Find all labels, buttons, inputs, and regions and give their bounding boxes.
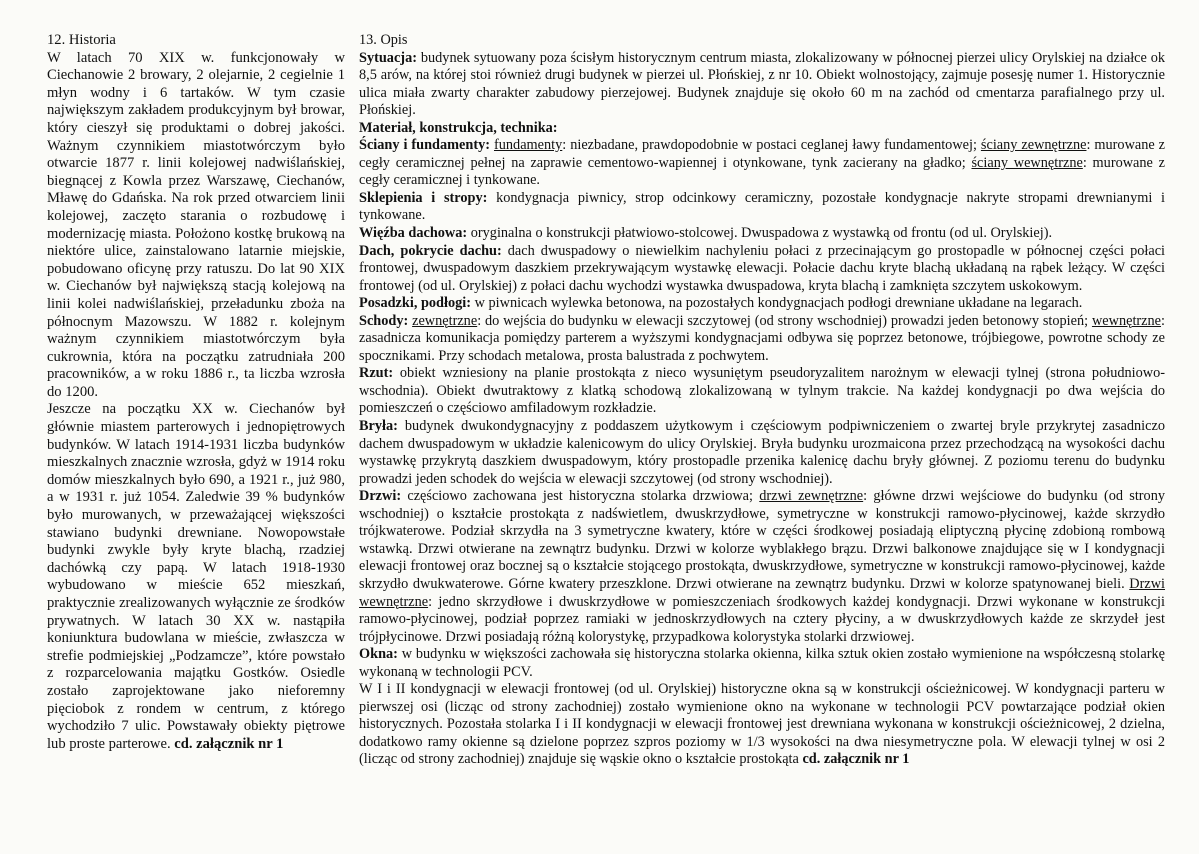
foundations-term: fundamenty: [493, 137, 563, 154]
windows-text: w budynku w większości zachowała się historyczna stolarka okienna, kilka sztuk okien zostało wymienione na współczesną stolarkę wykonaną w technologii PCV.: [359, 646, 1165, 680]
interior-walls-term: ściany wewnętrzne: [971, 154, 1083, 171]
floors-text: w piwnicach wylewka betonowa, na pozostałych kondygnacjach podłogi drewniane układane na legarach.: [474, 295, 1083, 312]
history-continuation-note: cd. załącznik nr 1: [174, 735, 284, 752]
plan-text: obiekt wzniesiony na planie prostokąta z nieco wysuniętym pseudoryzalitem narożnym w elewacji tylnej (strona południowo-wschodnia). Obiekt dwutraktowy z klatką schodową zlokalizowaną w tylnym trakcie. Na każdej kondygnacji po dwa wejścia do pomieszczeń o częściowo amfiladowym rozkładzie.: [359, 365, 1165, 417]
floors-paragraph: [359, 295, 1165, 313]
roof-paragraph: [359, 243, 1165, 296]
exterior-doors-text: : główne drzwi wejściowe do budynku (od strony wschodniej) o kształcie prostokąta z nadświetlem, dwuskrzydłowe, symetryczne w konstrukcji ramowo-płycinowej, każde skrzydło trójkwaterowe. Podział skrzydła na 3 symetryczne kwatery, które w części środkowej posiadają eliptyczną płycinę zdobioną rombową wstawką. Drzwi otwierane na zewnątrz budynku. Drzwi w kolorze wyblakłego brązu. Drzwi balkonowe znajdujące się w I kondygnacji elewacji frontowej oraz bocznej są o kształcie stojącego prostokąta, dwuskrzydłowe, symetryczne w konstrukcji ramowo-płycinowej, każde skrzydło dwukwaterowe. Górne kwatery przeszklone. Drzwi otwierane na zewnątrz budynku. Drzwi w kolorze spatynowanej bieli.: [359, 488, 1166, 592]
windows-paragraph-2: [359, 681, 1165, 769]
floors-label: Posadzki, podłogi:: [359, 295, 472, 312]
roof-truss-label: Więźba dachowa:: [359, 225, 468, 242]
walls-paragraph: [359, 137, 1165, 190]
stairs-exterior-text: : do wejścia do budynku w elewacji szczytowej (od strony wschodniej) prowadzi jeden betonowy stopień;: [477, 312, 1089, 329]
doors-label: Drzwi:: [359, 488, 402, 505]
material-heading: Materiał, konstrukcja, technika:: [359, 119, 558, 136]
roof-truss-paragraph: [359, 225, 1165, 243]
doors-paragraph: [359, 488, 1165, 646]
stairs-interior-text: : zasadnicza komunikacja pomiędzy parterem a wyższymi kondygnacjami odbywa się poprzez betonowe, trójbiegowe, powrotne schody ze spocznikami. Przy schodach metalowa, prosta balustrada z pochwytem.: [359, 312, 1165, 364]
history-paragraph-2: [47, 401, 345, 753]
massing-paragraph: [359, 418, 1165, 488]
stairs-exterior-term: zewnętrzne: [412, 312, 478, 329]
history-paragraph-1: W latach 70 XIX w. funkcjonowały w Ciechanowie 2 browary, 2 olejarnie, 2 cegielnie 1 młyn wodny i 6 tartaków. W tym czasie największym zakładem produkcyjnym był browar, który cieszył się produktami o dobrej jakości. Ważnym czynnikiem miastotwórczym było otwarcie 1877 r. linii kolejowej nadwiślańskiej, biegnącej z Kowla przez Warszawę, Ciechanów, Mławę do Gdańska. Na rok przed otwarciem linii kolejowej, zaczęto starania o rozbudowę i modernizację miasta. Położono kostkę brukową na niektóre ulice, zainstalowano latarnie miejskie, pobudowano oficynę przy ratuszu. Do lat 90 XIX w. Ciechanów był największą stacją kolejową na linii kolei nadwiślańskiej, przeładunku zboża na północnym Mazowszu. W 1882 r. kolejnym ważnym czynnikiem miastotwórczym była cukrownia, która na początku zatrudniała 200 pracowników, a w roku 1886 r., ta liczba wzrosła do 1200.: [47, 49, 345, 400]
plan-paragraph: [359, 365, 1165, 418]
massing-label: Bryła:: [359, 418, 398, 435]
situation-paragraph: [359, 50, 1165, 120]
exterior-walls-term: ściany zewnętrzne: [980, 137, 1087, 154]
doors-text-intro: częściowo zachowana jest historyczna stolarka drzwiowa;: [407, 488, 753, 505]
plan-label: Rzut:: [359, 365, 394, 382]
vaults-text: kondygnacja piwnicy, strop odcinkowy ceramiczny, pozostałe kondygnacje nakryte stropami drewnianymi i tynkowane.: [359, 189, 1165, 224]
situation-label: Sytuacja:: [359, 49, 417, 66]
roof-text: dach dwuspadowy o niewielkim nachyleniu połaci z przecinającym go prostopadle w północnej części połaci frontowej, dwuspadowym daszkiem przekrywającym wystawkę elewacji. Połacie dachu kryte blachą układaną na rąbek leżący. W części frontowej (od ul. Orylskiej) z połaci dachu wychodzi wystawka dwuspadowa, kryta blachą i zamknięta szczytem uskokowym.: [359, 242, 1166, 294]
foundations-text: : niezbadane, prawdopodobnie w postaci ceglanej ławy fundamentowej;: [562, 137, 977, 154]
history-heading: 12. Historia: [47, 32, 116, 48]
roof-truss-text: oryginalna o konstrukcji płatwiowo-stolcowej. Dwuspadowa z wystawką od frontu (od ul. Orylskiej).: [470, 225, 1053, 242]
history-section: [47, 32, 345, 753]
vaults-paragraph: [359, 190, 1165, 225]
exterior-doors-term: drzwi zewnętrzne: [759, 488, 864, 505]
history-paragraph-2-text: Jeszcze na początku XX w. Ciechanów był głównie miastem parterowych i jednopiętrowych budynków. W latach 1914-1931 liczba budynków mieszkalnych znacznie wzrosła, gdyż w 1914 roku domów mieszkalnych było 690, a 1921 r., już 980, a w 1931 r. już 1054. Zaledwie 39 % budynków było murowanych, w przeważającej większości stawiano budynki drewniane. Nowopowstałe budynki zwykle były kryte blachą, rzadziej dachówką czy papą. W latach 1918-1930 wybudowano w mieście 652 mieszkań, praktycznie zrealizowanych wyłącznie ze środków prywatnych. W latach 30 XX w. nastąpiła koniunktura budowlana w mieście, zwłaszcza w strefie podmiejskiej „Podzamcze”, które powstało z rozparcelowania majątku Gostków. Osiedle zostało zaprojektowane jako nieforemny pięciobok z rondem w centrum, z którego wychodziło 7 ulic. Powstawały obiekty piętrowe lub proste parterowe.: [47, 401, 345, 752]
stairs-paragraph: [359, 313, 1165, 366]
vaults-label: Sklepienia i stropy:: [359, 189, 488, 206]
windows-text-2: W I i II kondygnacji w elewacji frontowej (od ul. Orylskiej) historyczne okna są w konstrukcji ościeżnicowej. W kondygnacji parteru w pierwszej osi (licząc od strony zachodniej) zostało wymienione okno na wykonane w technologii PCV powtarzające podział okien historycznych. Pozostała stolarka I i II kondygnacji w elewacji frontowej jest drewniana wykonana w konstrukcji ościeżnicowej, 2 dzielna, dodatkowo ramy okienne są dzielone poprzez szpros poziomy w 1/3 wysokości na dwa niesymetryczne pola. W elewacji tylnej w osi 2 (licząc od strony zachodniej) znajduje się wąskie okno o kształcie prostokąta: [359, 681, 1165, 768]
windows-label: Okna:: [359, 646, 398, 663]
interior-doors-term: Drzwi wewnętrzne: [359, 575, 1166, 610]
walls-label: Ściany i fundamenty:: [359, 137, 491, 154]
situation-text: budynek sytuowany poza ścisłym historycznym centrum miasta, zlokalizowany w północnej pierzei ulicy Orylskiej na działce ok 8,5 arów, na której stoi również drugi budynek w pierzei ul. Płońskiej, z nr 10. Obiekt wolnostojący, zajmuje posesję numer 1. Historycznie ulica miała zwarty charakter zabudowy pierzejowej. Budynek znajduje się około 60 m na zachód od cmentarza parafialnego przy ul. Płońskiej.: [359, 49, 1165, 119]
description-heading: 13. Opis: [359, 32, 408, 48]
windows-paragraph: [359, 646, 1165, 681]
exterior-walls-text: : murowane z cegły ceramicznej pełnej na zaprawie cementowo-wapiennej i otynkowane, tynk zacierany na gładko;: [359, 137, 1166, 171]
description-section: [359, 32, 1165, 769]
description-continuation-note: cd. załącznik nr 1: [802, 751, 910, 768]
interior-walls-text: : murowane z cegły ceramicznej i tynkowane.: [359, 154, 1165, 189]
roof-label: Dach, pokrycie dachu:: [359, 242, 502, 259]
stairs-label: Schody:: [359, 312, 409, 329]
massing-text: budynek dwukondygnacyjny z poddaszem użytkowym i częściowym podpiwniczeniem o zwartej bryle przykrytej zasadniczo dachem dwuspadowym w układzie kalenicowym do ulicy Orylskiej. Bryła budynku urozmaicona przez przechodzącą na wysokości dachu wystawkę przykrytą daszkiem dwuspadowym, który prostopadle przenika kalenicę dachu bryły głównej. Z poziomu terenu do budynku prowadzi jeden schodek do wejścia w elewacji szczytowej (od strony wschodniej).: [359, 418, 1165, 487]
stairs-interior-term: wewnętrzne: [1091, 312, 1162, 329]
interior-doors-text: : jedno skrzydłowe i dwuskrzydłowe w pomieszczeniach środkowych każdej kondygnacji. Drzwi wykonane w konstrukcji ramowo-płycinowej, podział poprzez ramiaki w jednoskrzydłowych na cztery płyciny, a w dwuskrzydłowych każde ze skrzydeł jest trójpłycinowe. Drzwi posiadają różną kolorystykę, przypadkowa kolorystyka stolarki drzwiowej.: [359, 593, 1165, 645]
